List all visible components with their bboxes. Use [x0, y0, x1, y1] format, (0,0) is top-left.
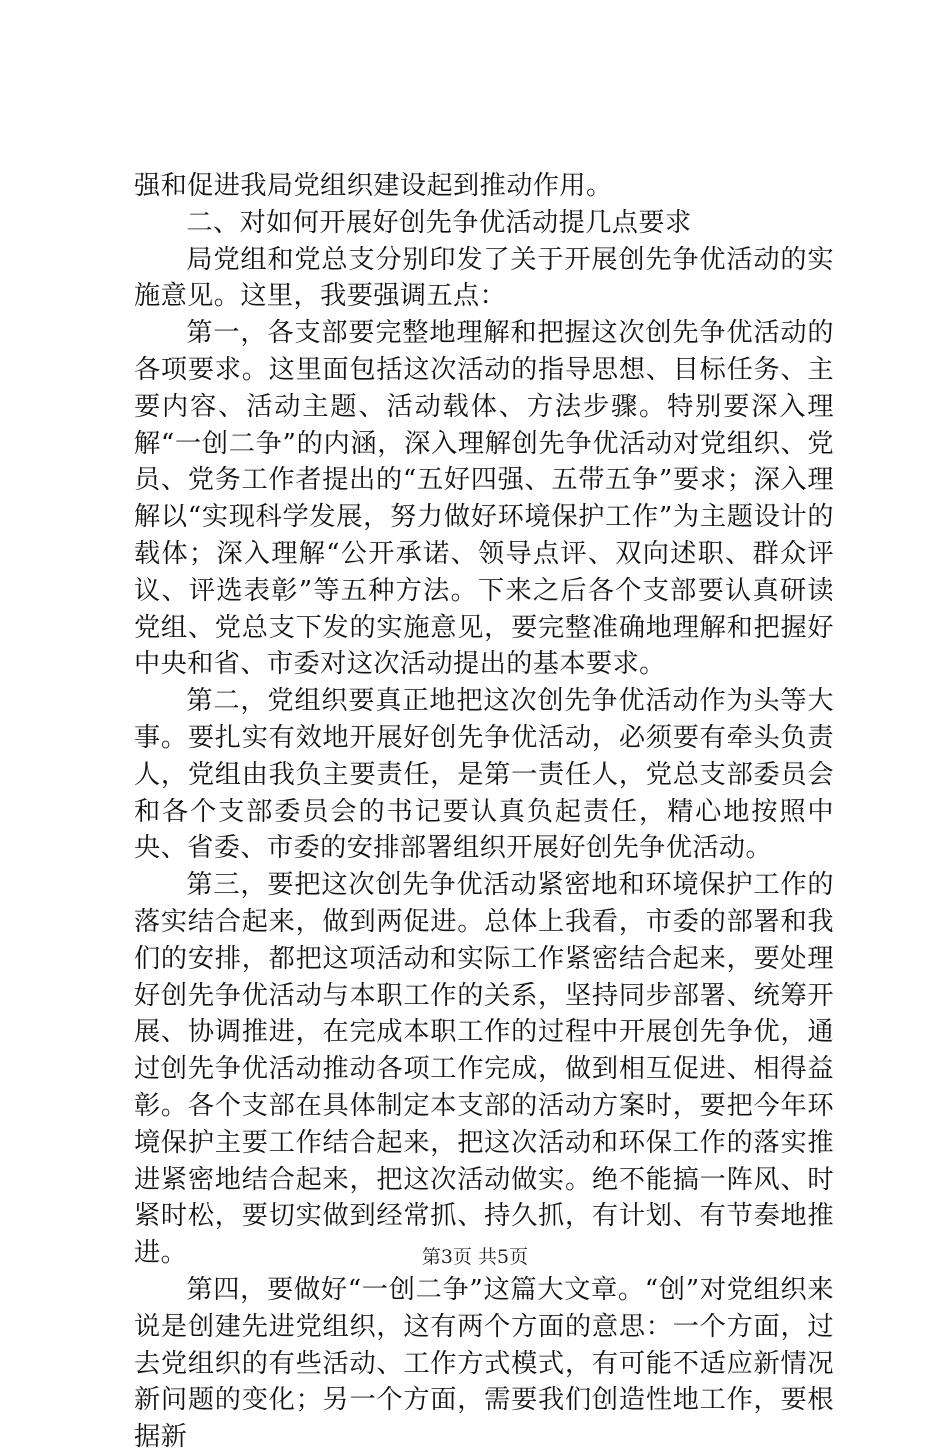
paragraph: 第三，要把这次创先争优活动紧密地和环境保护工作的落实结合起来，做到两促进。总体上我看，市委的部署和我们的安排，都把这项活动和实际工作紧密结合起来，要处理好创先争优活动与本职工作的关系，坚持同步部署、统筹开展、协调推进，在完成本职工作的过程中开展创先争优，通过创先争优活动推动各项工作完成，做到相互促进、相得益彰。各个支部在具体制定本支部的活动方案时，要把今年环境保护主要工作结合起来，把这次活动和环保工作的落实推进紧密地结合起来，把这次活动做实。绝不能搞一阵风、时紧时松，要切实做到经常抓、持久抓，有计划、有节奏地推进。 — [134, 870, 834, 1269]
paragraph: 第二，党组织要真正地把这次创先争优活动作为头等大事。要扎实有效地开展好创先争优活动，必须要有牵头负责人，党组由我负主要责任，是第一责任人，党总支部委员会和各个支部委员会的书记要认真负起责任，精心地按照中央、省委、市委的安排部署组织开展好创先争优活动。 — [134, 686, 834, 864]
paragraph: 第四，要做好“一创二争”这篇大文章。“创”对党组织来说是创建先进党组织，这有两个方面的意思：一个方面，过去党组织的有些活动、工作方式模式，有可能不适应新情况新问题的变化；另一个方面，需要我们创造性地工作，要根据新 — [134, 1274, 834, 1453]
section-heading: 二、对如何开展好创先争优活动提几点要求 — [186, 207, 692, 238]
paragraph: 强和促进我局党组织建设起到推动作用。 — [134, 171, 613, 201]
paragraph: 局党组和党总支分别印发了关于开展创先争优活动的实施意见。这里，我要强调五点： — [134, 244, 834, 312]
page-footer: 第3页 共5页 — [421, 1246, 529, 1268]
paragraph: 第一，各支部要完整地理解和把握这次创先争优活动的各项要求。这里面包括这次活动的指导思想、目标任务、主要内容、活动主题、活动载体、方法步骤。特别要深入理解“一创二争”的内涵，深入理解创先争优活动对党组织、党员、党务工作者提出的“五好四强、五带五争”要求；深入理解以“实现科学发展，努力做好环境保护工作”为主题设计的载体；深入理解“公开承诺、领导点评、双向述职、群众评议、评选表彰”等五种方法。下来之后各个支部要认真研读党组、党总支下发的实施意见，要完整准确地理解和把握好中央和省、市委对这次活动提出的基本要求。 — [134, 318, 834, 680]
